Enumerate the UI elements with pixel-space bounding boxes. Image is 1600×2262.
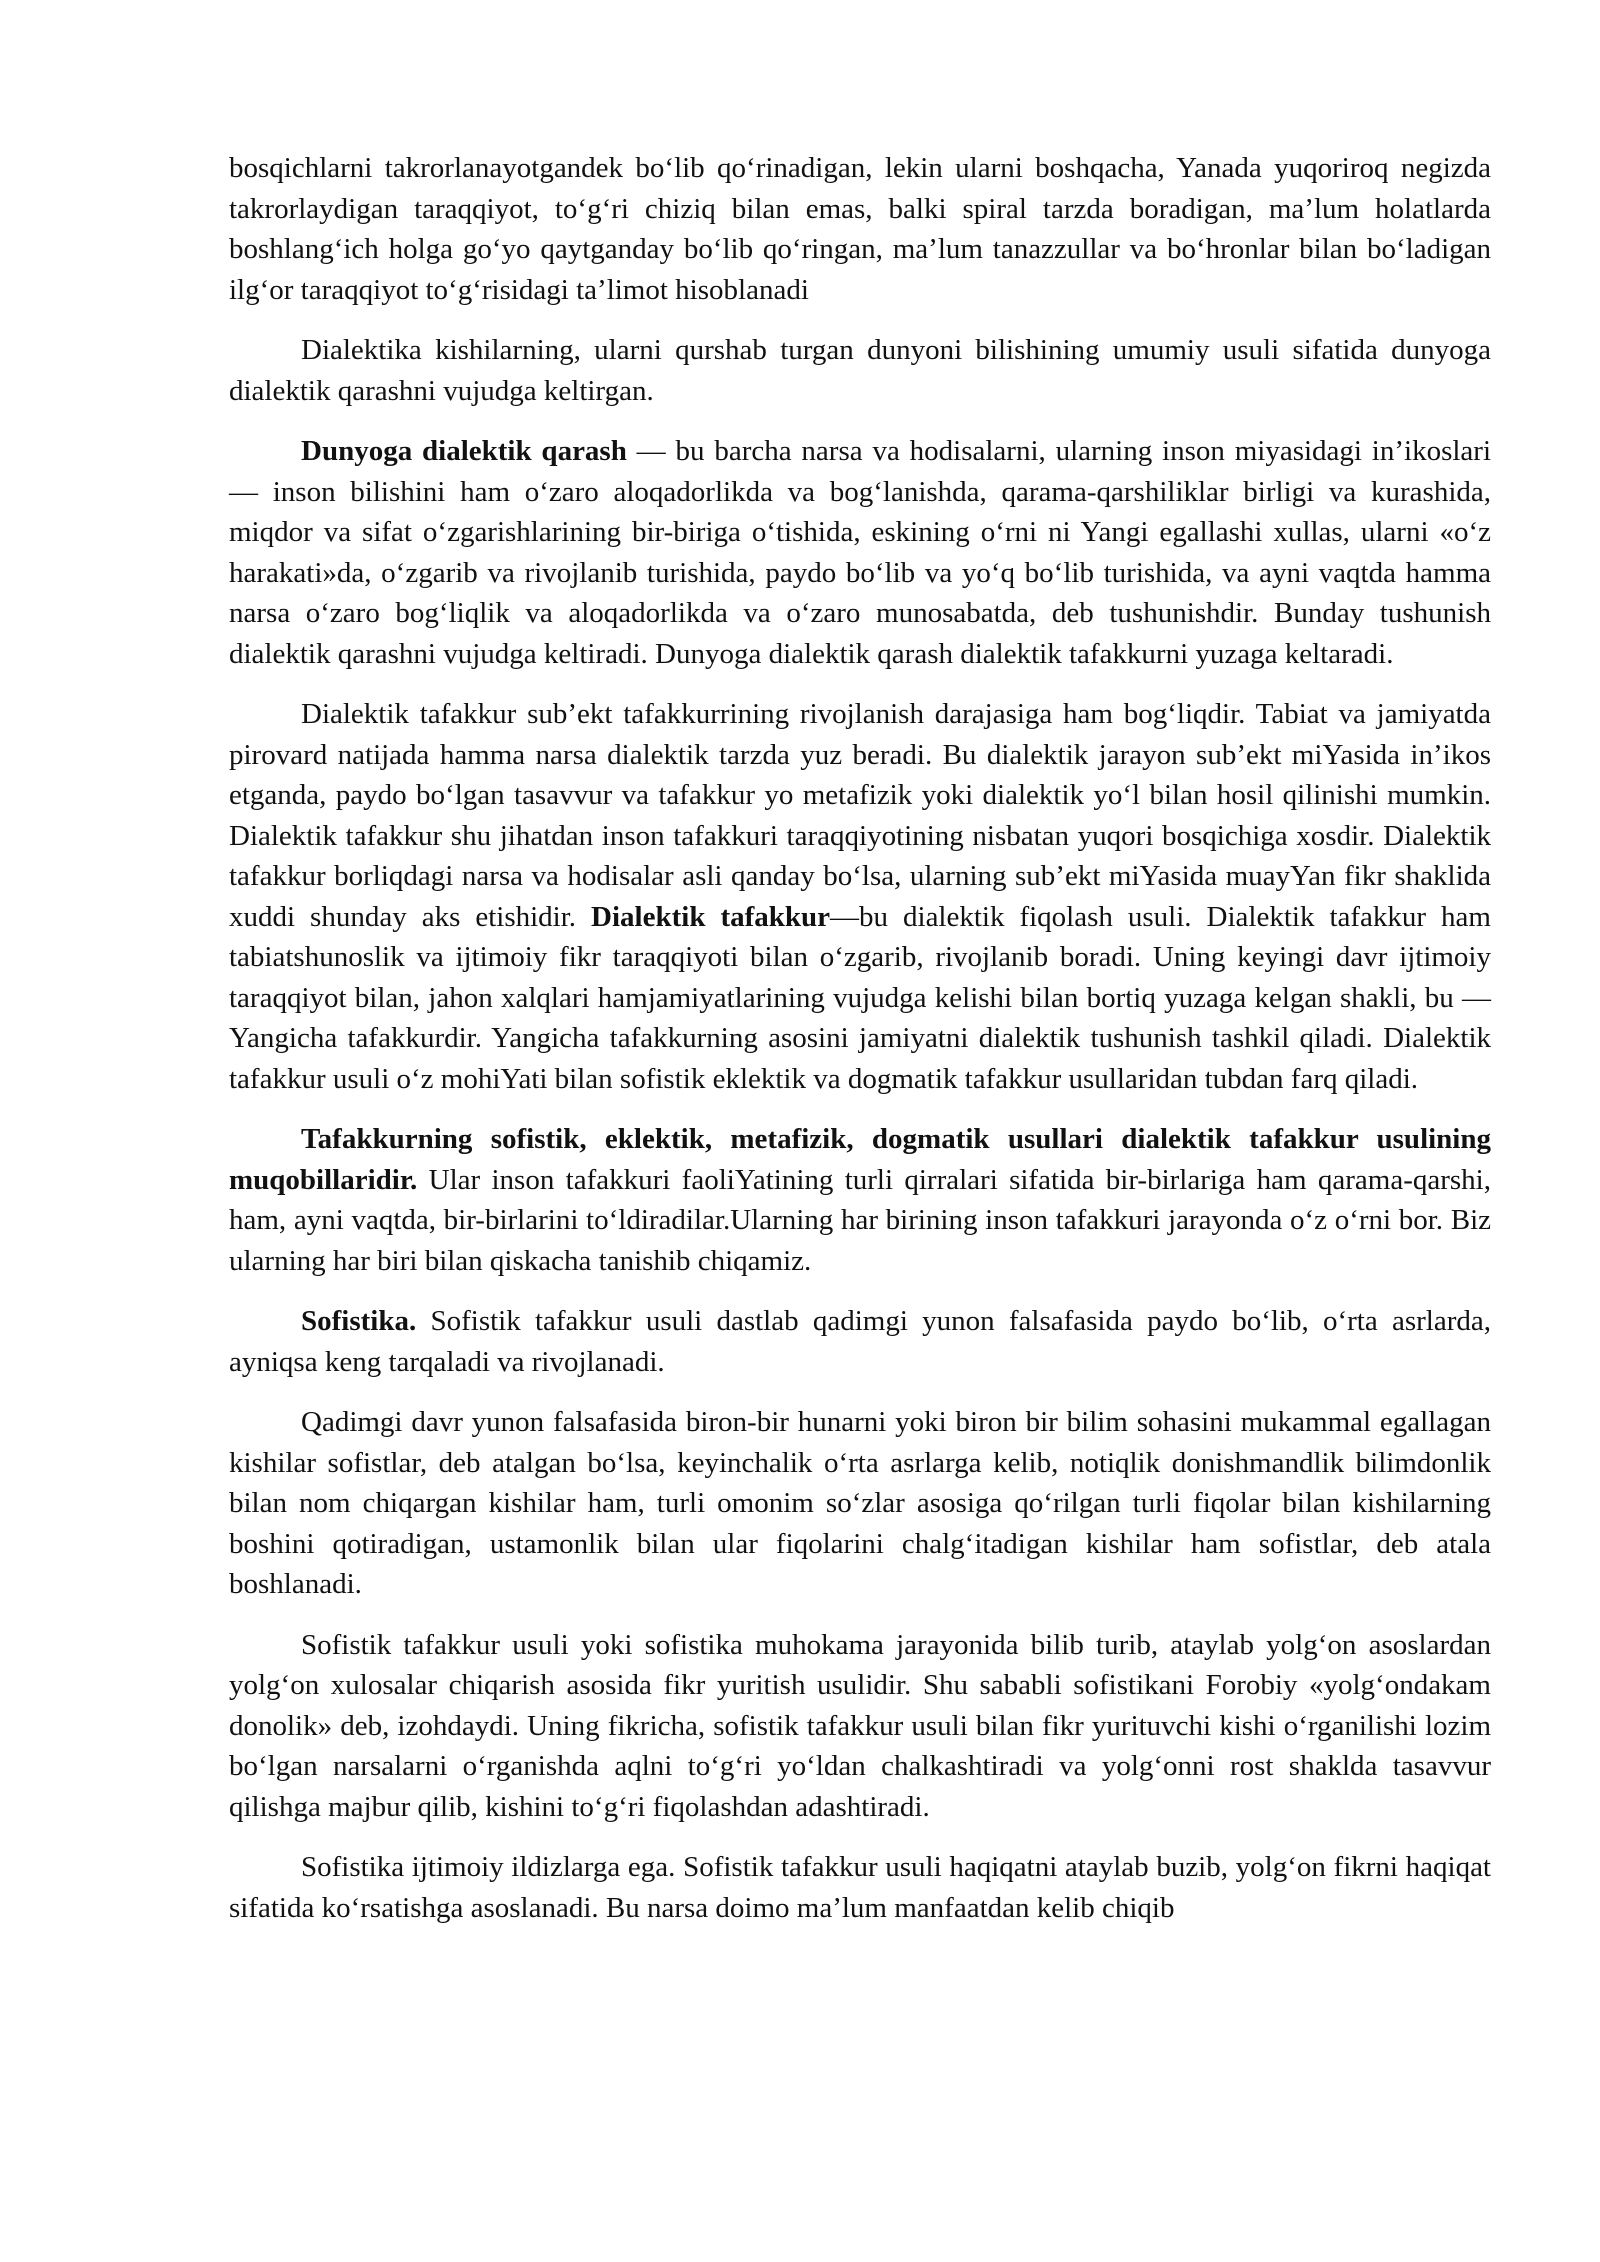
paragraph-5 <box>229 1119 1491 1281</box>
paragraph-9 <box>229 1847 1491 1928</box>
paragraph-1-text: bosqichlarni takrorlanayotgandek boʻlib qoʻrinadigan, lekin ularni boshqacha, Yanada yuqoriroq negizda takrorlaydigan taraqqiyot, toʻgʻri chiziq bilan emas, balki spiral tarzda boradigan, maʼlum holatlarda boshlangʻich holga goʻyo qaytganday boʻlib qoʻringan, maʼlum tanazzullar va boʻhronlar bilan boʻladigan ilgʻor taraqqiyot toʻgʻrisidagi taʼlimot hisoblanadi <box>229 152 1491 306</box>
paragraph-6-text: Sofistik tafakkur usuli dastlab qadimgi yunon falsafasida paydo boʻlib, oʻrta asrlarda, ayniqsa keng tarqaladi va rivojlanadi. <box>229 1305 1491 1378</box>
paragraph-7-text: Qadimgi davr yunon falsafasida biron-bir hunarni yoki biron bir bilim sohasini mukammal egallagan kishilar sofistlar, deb atalgan boʻlsa, keyinchalik oʻrta asrlarga kelib, notiqlik donishmandlik bilimdonlik bilan nom chiqargan kishilar ham, turli omonim soʻzlar asosiga qoʻrilgan turli fiqolar bilan kishilarning boshini qotiradigan, ustamonlik bilan ular fiqolarini chalgʻitadigan kishilar ham sofistlar, deb atala boshlanadi. <box>229 1406 1491 1600</box>
paragraph-4 <box>229 694 1491 1099</box>
paragraph-8-text: Sofistik tafakkur usuli yoki sofistika muhokama jarayonida bilib turib, ataylab yolgʻon asoslardan yolgʻon xulosalar chiqarish asosida fikr yuritish usulidir. Shu sababli sofistikani Forobiy «yolgʻondakam donolik» deb, izohdaydi. Uning fikricha, sofistik tafakkur usuli bilan fikr yurituvchi kishi oʻrganilishi lozim boʻlgan narsalarni oʻrganishda aqlni toʻgʻri yoʻldan chalkashtiradi va yolgʻonni rost shaklda tasavvur qilishga majbur qilib, kishini toʻgʻri fiqolashdan adashtiradi. <box>229 1628 1491 1823</box>
paragraph-6 <box>229 1301 1491 1382</box>
term-tafakkur-usullari: Tafakkurning sofistik, eklektik, metafizik, dogmatik usullari dialektik tafakkur usulining muqobillaridir. <box>229 1123 1491 1196</box>
term-dialektik-tafakkur: Dialektik tafakkur <box>591 900 831 933</box>
document-page <box>229 148 1491 1948</box>
paragraph-2 <box>229 330 1491 411</box>
paragraph-3 <box>229 431 1491 674</box>
paragraph-2-text: Dialektika kishilarning, ularni qurshab turgan dunyoni bilishining umumiy usuli sifatida dunyoga dialektik qarashni vujudga keltirgan. <box>229 334 1491 407</box>
paragraph-8 <box>229 1625 1491 1828</box>
term-dunyoga-dialektik-qarash: Dunyoga dialektik qarash <box>301 435 627 467</box>
paragraph-3-text: — bu barcha narsa va hodisalarni, ularning inson miyasidagi inʼikoslari — inson bilishini ham oʻzaro aloqadorlikda va bogʻlanishda, qarama-qarshiliklar birligi va kurashida, miqdor va sifat oʻzgarishlarining bir-biriga oʻtishida, eskining oʻrni ni Yangi egallashi xullas, ularni «oʻz harakati»da, oʻzgarib va rivojlanib turishida, paydo boʻlib va yoʻq boʻlib turishida, va ayni vaqtda hamma narsa oʻzaro bogʻliqlik va aloqadorlikda va oʻzaro munosabatda, deb tushunishdir. Bunday tushunish dialektik qarashni vujudga keltiradi. Dunyoga dialektik qarash dialektik tafakkurni yuzaga keltaradi. <box>229 435 1491 670</box>
paragraph-4-text-b: —bu dialektik fiqolash usuli. Dialektik tafakkur ham tabiatshunoslik va ijtimoiy fikr taraqqiyoti bilan oʻzgarib, rivojlanib boradi. Uning keyingi davr ijtimoiy taraqqiyot bilan, jahon xalqlari hamjamiyatlarining vujudga kelishi bilan bortiq yuzaga kelgan shakli, bu — Yangicha tafakkurdir. Yangicha tafakkurning asosini jamiyatni dialektik tushunish tashkil qiladi. Dialektik tafakkur usuli oʻz mohiYati bilan sofistik eklektik va dogmatik tafakkur usullaridan tubdan farq qiladi. <box>229 900 1491 1095</box>
paragraph-7 <box>229 1402 1491 1605</box>
term-sofistika: Sofistika. <box>301 1305 417 1337</box>
paragraph-4-text-a: Dialektik tafakkur subʼekt tafakkurrining rivojlanish darajasiga ham bogʻliqdir. Tabiat va jamiyatda pirovard natijada hamma narsa dialektik tarzda yuz beradi. Bu dialektik jarayon subʼekt miYasida inʼikos etganda, paydo boʻlgan tasavvur va tafakkur yo metafizik yoki dialektik yoʻl bilan hosil qilinishi mumkin. Dialektik tafakkur shu jihatdan inson tafakkuri taraqqiyotining nisbatan yuqori bosqichiga xosdir. Dialektik tafakkur borliqdagi narsa va hodisalar asli qanday boʻlsa, ularning subʼekt miYasida muayYan fikr shaklida xuddi shunday aks etishidir. <box>229 698 1491 933</box>
paragraph-1 <box>229 148 1491 310</box>
paragraph-5-text: Ular inson tafakkuri faoliYatining turli qirralari sifatida bir-birlariga ham qarama-qarshi, ham, ayni vaqtda, bir-birlarini toʻldiradilar.Ularning har birining inson tafakkuri jarayonda oʻz oʻrni bor. Biz ularning har biri bilan qiskacha tanishib chiqamiz. <box>229 1163 1491 1277</box>
paragraph-9-text: Sofistika ijtimoiy ildizlarga ega. Sofistik tafakkur usuli haqiqatni ataylab buzib, yolgʻon fikrni haqiqat sifatida koʻrsatishga asoslanadi. Bu narsa doimo maʼlum manfaatdan kelib chiqib <box>229 1851 1491 1924</box>
